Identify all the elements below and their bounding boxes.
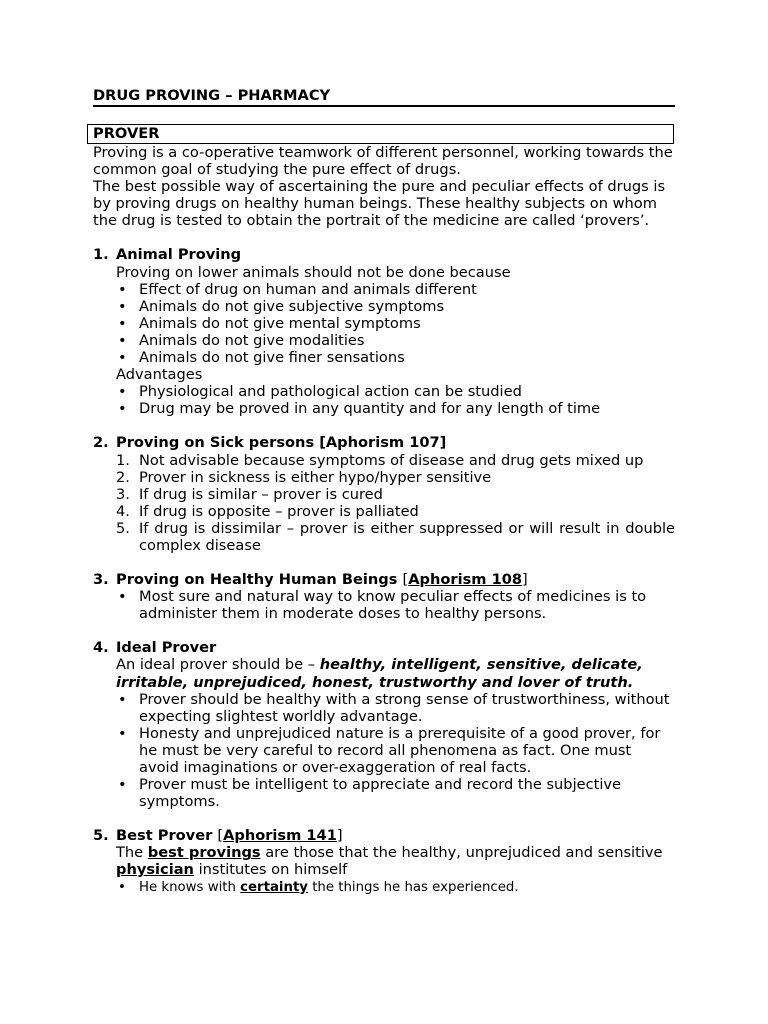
list-item: • Prover should be healthy with a strong sense of trustworthiness, without expecting slightest worldly advantage.	[118, 690, 670, 725]
section-lead: An ideal prover should be – healthy, intelligent, sensitive, delicate, irritable, unprejudiced, honest, trustworthy and lover of truth.	[116, 656, 643, 691]
list-item: • Animals do not give finer sensations	[118, 349, 405, 367]
bullet-icon: •	[118, 588, 127, 606]
list-item: • Physiological and pathological action can be studied	[118, 383, 522, 401]
bullet-list	[116, 879, 675, 896]
bullet-icon: •	[118, 349, 127, 367]
list-item: 5. If drug is dissimilar – prover is either suppressed or will result in double complex disease	[116, 519, 675, 554]
bullet-icon: •	[118, 297, 127, 315]
bullet-icon: •	[118, 776, 127, 794]
bullet-icon: •	[118, 314, 127, 332]
list-item: • Drug may be proved in any quantity and for any length of time	[118, 400, 601, 418]
aphorism-108-link[interactable]: Aphorism 108	[408, 571, 523, 589]
aphorism-141-link[interactable]: Aphorism 141	[223, 827, 337, 845]
advantages-list	[116, 383, 675, 417]
section-lead: The best provings are those that the healthy, unprejudiced and sensitive physician institutes on himself	[116, 844, 663, 879]
section-title-line: Best Prover [Aphorism 141]	[116, 827, 343, 845]
prover-heading-box: PROVER	[87, 124, 674, 144]
bullet-icon: •	[118, 690, 127, 708]
list-item: • Animals do not give subjective symptoms	[118, 297, 445, 315]
best-provings-text: best provings	[147, 844, 261, 862]
bullet-icon: •	[118, 400, 127, 418]
qualities-text: healthy, intelligent, sensitive, delicate, irritable, unprejudiced, honest, trustworthy and lover of truth.	[116, 656, 643, 691]
list-item: • Animals do not give modalities	[118, 331, 365, 349]
section-animal-proving	[93, 246, 675, 417]
certainty-text: certainty	[240, 879, 308, 895]
document-page	[93, 87, 675, 896]
bullet-list	[116, 588, 675, 622]
list-item: • He knows with certainty the things he has experienced.	[118, 879, 519, 895]
intro-paragraph-2: The best possible way of ascertaining the pure and peculiar effects of drugs is by proving drugs on healthy human beings. These healthy subjects on whom the drug is tested to obtain the portrait of the medicine are called ‘provers’.	[93, 178, 666, 230]
section-number: 5.	[93, 827, 109, 845]
section-title: Best Prover	[116, 827, 218, 845]
advantages-label: Advantages	[116, 366, 203, 384]
section-sick-persons	[93, 434, 675, 554]
section-title: Animal Proving	[116, 246, 242, 264]
section-number: 1.	[93, 246, 109, 264]
list-item: • Most sure and natural way to know peculiar effects of medicines is to administer them in moderate doses to healthy persons.	[118, 588, 647, 623]
bullet-icon: •	[118, 383, 127, 401]
intro-paragraph-1: Proving is a co-operative teamwork of different personnel, working towards the common goal of studying the pure effect of drugs.	[93, 144, 673, 179]
physician-text: physician	[116, 861, 194, 879]
list-item: 2. Prover in sickness is either hypo/hyper sensitive	[116, 468, 492, 486]
list-item: 1. Not advisable because symptoms of disease and drug gets mixed up	[116, 451, 644, 469]
section-best-prover	[93, 827, 675, 895]
list-item: • Honesty and unprejudiced nature is a prerequisite of a good prover, for he must be very careful to record all phenomena as fact. One must avoid imaginations or over-exaggeration of real facts.	[118, 724, 661, 776]
document-title: DRUG PROVING – PHARMACY	[93, 87, 675, 107]
list-item: • Prover must be intelligent to appreciate and record the subjective symptoms.	[118, 776, 622, 811]
reasons-list	[116, 281, 675, 366]
bullet-icon: •	[118, 879, 126, 895]
bullet-icon: •	[118, 331, 127, 349]
section-title: Proving on Sick persons [Aphorism 107]	[116, 434, 447, 452]
bullet-icon: •	[118, 724, 127, 742]
list-item: • Effect of drug on human and animals different	[118, 280, 477, 298]
section-healthy-human-beings	[93, 571, 675, 622]
section-title: Proving on Healthy Human Beings	[116, 571, 403, 589]
numbered-list	[116, 452, 675, 555]
list-item: 3. If drug is similar – prover is cured	[116, 485, 383, 503]
bullet-icon: •	[118, 280, 127, 298]
section-lead: Proving on lower animals should not be done because	[116, 263, 511, 281]
list-item: 4. If drug is opposite – prover is palliated	[116, 502, 419, 520]
section-number: 3.	[93, 571, 109, 589]
section-ideal-prover	[93, 639, 675, 810]
section-title: Ideal Prover	[116, 639, 217, 657]
section-number: 2.	[93, 434, 109, 452]
section-number: 4.	[93, 639, 109, 657]
bullet-list	[116, 691, 675, 811]
section-title-line: Proving on Healthy Human Beings [Aphorism 108]	[116, 571, 528, 589]
list-item: • Animals do not give mental symptoms	[118, 314, 421, 332]
